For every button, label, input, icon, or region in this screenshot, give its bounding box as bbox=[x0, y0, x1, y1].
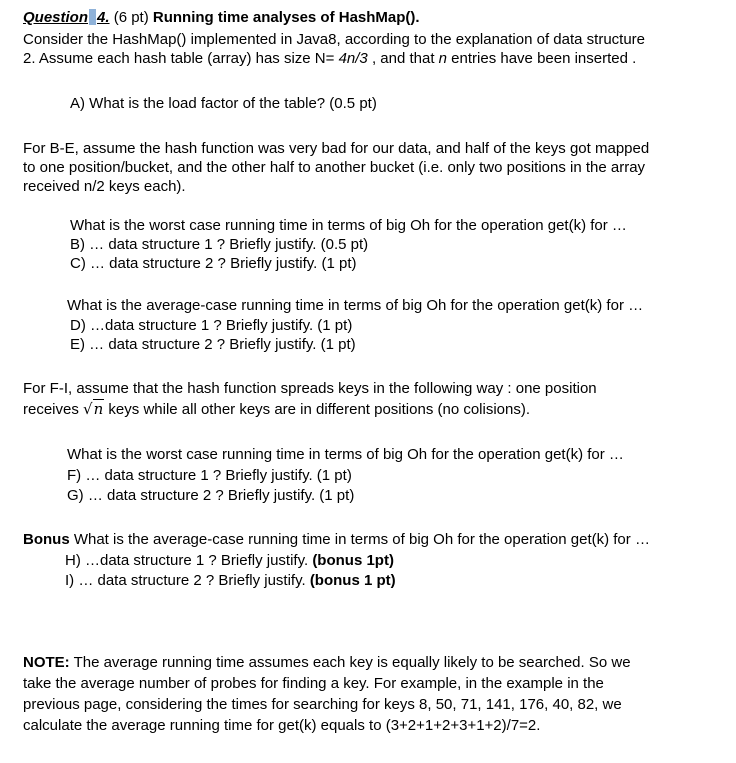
be-intro-3: received n/2 keys each). bbox=[23, 178, 186, 195]
fi-intro-2 bbox=[23, 400, 530, 419]
bonus-question bbox=[23, 530, 650, 549]
fi-intro-1: For F-I, assume that the hash function spreads keys in the following way : one position bbox=[23, 380, 597, 397]
part-e: E) … data structure 2 ? Briefly justify. (1 pt) bbox=[70, 336, 356, 353]
part-h-points: (bonus 1pt) bbox=[312, 552, 394, 569]
table-size: 4n/3 bbox=[338, 50, 368, 67]
question-title: Running time analyses of HashMap(). bbox=[152, 9, 420, 26]
part-d: D) …data structure 1 ? Briefly justify. (1 pt) bbox=[70, 317, 353, 334]
bonus-label: Bonus bbox=[23, 531, 70, 548]
part-g: G) … data structure 2 ? Briefly justify. (1 pt) bbox=[67, 487, 355, 504]
note-line-3: previous page, considering the times for searching for keys 8, 50, 71, 141, 176, 40, 82, we bbox=[23, 696, 622, 713]
note-line-2: take the average number of probes for finding a key. For example, in the example in the bbox=[23, 675, 604, 692]
fi-intro-text-b: keys while all other keys are in different positions (no colisions). bbox=[104, 401, 531, 418]
question-number: 4. bbox=[97, 9, 110, 26]
be-intro-1: For B-E, assume the hash function was very bad for our data, and half of the keys got mapped bbox=[23, 140, 650, 157]
part-i-points: (bonus 1 pt) bbox=[309, 572, 396, 589]
sqrt-n-symbol: √n bbox=[83, 400, 104, 418]
text-cursor bbox=[89, 9, 96, 25]
entries-n: n bbox=[438, 50, 448, 67]
note-label: NOTE: bbox=[23, 654, 70, 671]
part-b: B) … data structure 1 ? Briefly justify. (0.5 pt) bbox=[70, 236, 369, 253]
fi-intro-text-a: receives bbox=[23, 401, 84, 418]
question-points: (6 pt) bbox=[109, 9, 153, 26]
intro-line-1: Consider the HashMap() implemented in Java8, according to the explanation of data structure bbox=[23, 31, 646, 48]
question-label: Question bbox=[23, 9, 89, 26]
part-h-text: H) …data structure 1 ? Briefly justify. bbox=[65, 552, 313, 569]
intro-text-a: 2. Assume each hash table (array) has size N= bbox=[23, 50, 339, 67]
intro-text-b: , and that bbox=[367, 50, 439, 67]
be-intro-2: to one position/bucket, and the other half to another bucket (i.e. only two positions in the array bbox=[23, 159, 646, 176]
note-text-1: The average running time assumes each key is equally likely to be searched. So we bbox=[69, 654, 631, 671]
intro-line-2 bbox=[23, 49, 636, 68]
note-line-4: calculate the average running time for get(k) equals to (3+2+1+2+3+1+2)/7=2. bbox=[23, 717, 541, 734]
intro-text-c: entries have been inserted . bbox=[447, 50, 637, 67]
part-f: F) … data structure 1 ? Briefly justify. (1 pt) bbox=[67, 467, 352, 484]
part-h bbox=[65, 551, 394, 570]
note-line-1 bbox=[23, 653, 631, 672]
bonus-question-text: What is the average-case running time in terms of big Oh for the operation get(k) for … bbox=[69, 531, 650, 548]
question-heading bbox=[23, 8, 420, 27]
sqrt-radicand: n bbox=[93, 400, 104, 418]
be-avg-question: What is the average-case running time in terms of big Oh for the operation get(k) for … bbox=[67, 297, 644, 314]
part-c: C) … data structure 2 ? Briefly justify. (1 pt) bbox=[70, 255, 357, 272]
part-i-text: I) … data structure 2 ? Briefly justify. bbox=[65, 572, 310, 589]
part-i bbox=[65, 571, 396, 590]
fi-worst-question: What is the worst case running time in terms of big Oh for the operation get(k) for … bbox=[67, 446, 624, 463]
part-a: A) What is the load factor of the table? (0.5 pt) bbox=[70, 95, 377, 112]
be-worst-question: What is the worst case running time in terms of big Oh for the operation get(k) for … bbox=[70, 217, 627, 234]
